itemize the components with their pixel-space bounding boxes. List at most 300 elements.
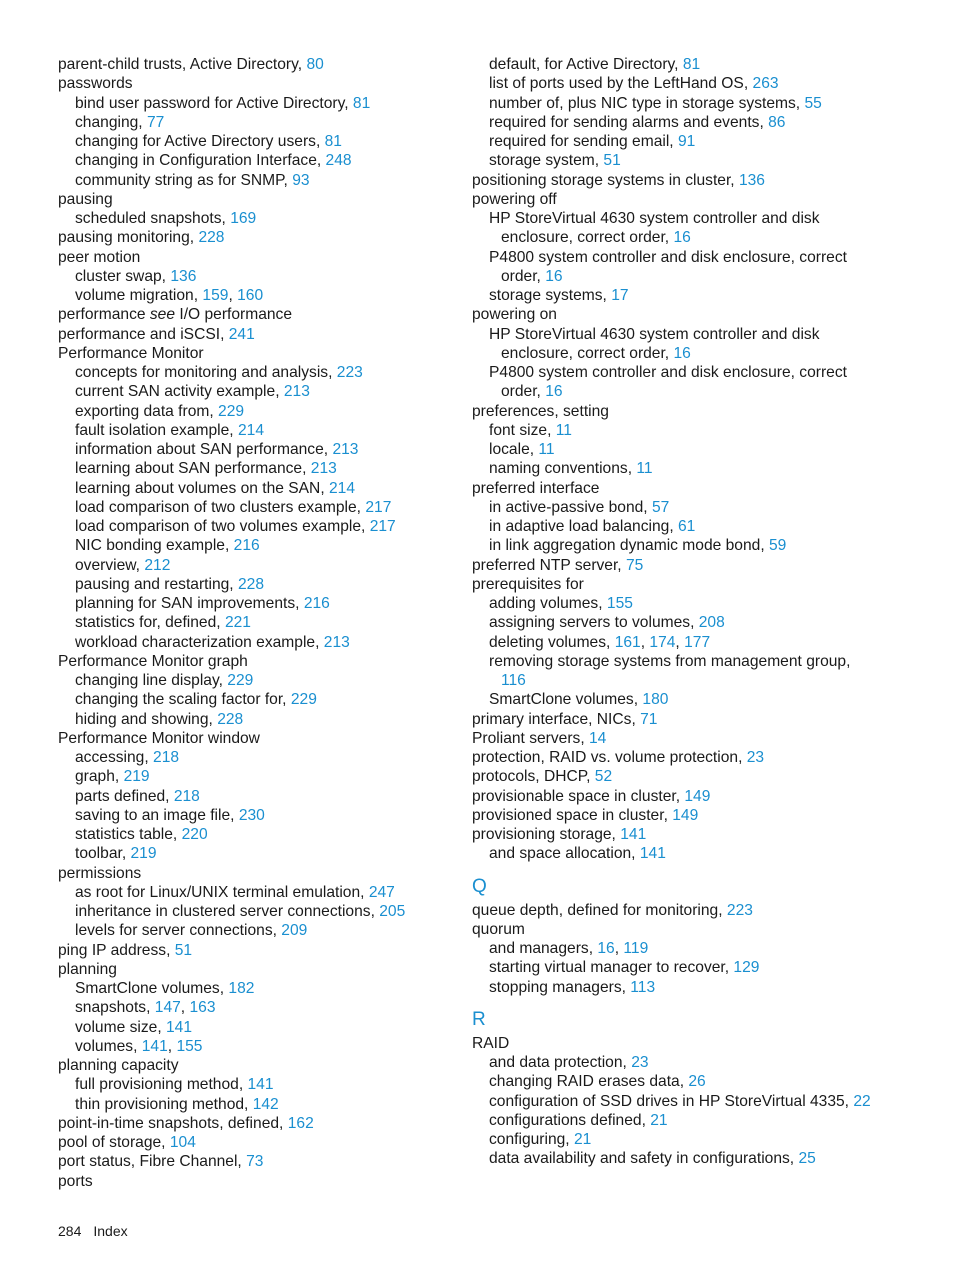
index-subentry xyxy=(58,498,463,517)
page-link[interactable]: 213 xyxy=(283,383,310,401)
index-entry xyxy=(58,55,463,74)
page-link[interactable]: 52 xyxy=(594,768,613,786)
index-entry xyxy=(472,920,872,939)
index-subentry xyxy=(472,498,872,517)
entry-text: pausing monitoring, xyxy=(58,229,199,247)
page-link[interactable]: 217 xyxy=(369,518,396,535)
entry-text: number of, plus NIC type in storage systems, xyxy=(489,94,805,112)
page-link[interactable]: 149 xyxy=(672,806,699,824)
entry-text: full provisioning method, xyxy=(75,1076,248,1094)
index-subentry xyxy=(58,151,463,170)
index-entry xyxy=(58,960,463,979)
index-subentry xyxy=(58,979,463,998)
index-entry xyxy=(58,941,463,960)
index-subentry xyxy=(472,55,872,74)
index-entry xyxy=(58,228,463,247)
index-subentry xyxy=(472,536,872,555)
index-subentry xyxy=(58,440,463,459)
page-link[interactable]: 161 xyxy=(614,633,641,651)
page-link[interactable]: 228 xyxy=(237,575,265,593)
page-link[interactable]: 23 xyxy=(746,749,765,766)
page-link[interactable]: 22 xyxy=(853,1092,871,1110)
entry-text: pool of storage, xyxy=(58,1134,170,1151)
entry-text: thin provisioning method, xyxy=(75,1095,253,1113)
page-link[interactable]: 80 xyxy=(306,56,324,73)
index-entry xyxy=(472,767,872,786)
page-link[interactable]: 16 xyxy=(597,940,615,957)
entry-text: powering off xyxy=(472,190,557,208)
index-subentry xyxy=(58,421,463,440)
index-subentry xyxy=(472,613,872,632)
entry-text: NIC bonding example, xyxy=(75,537,234,555)
entry-text: performance see I/O performance xyxy=(58,306,293,324)
index-subentry xyxy=(472,440,872,459)
index-entry xyxy=(472,1034,872,1053)
entry-text: Performance Monitor graph xyxy=(58,652,248,670)
entry-text: hiding and showing, xyxy=(75,710,218,728)
entry-text: snapshots, xyxy=(75,999,155,1017)
index-entry xyxy=(472,479,872,498)
index-subentry xyxy=(472,1130,872,1149)
entry-text: levels for server connections, xyxy=(75,922,282,940)
entry-text: planning capacity xyxy=(58,1057,179,1074)
index-subentry xyxy=(472,421,872,440)
footer-section-title: Index xyxy=(93,1223,128,1239)
page-link[interactable]: 11 xyxy=(555,421,572,439)
index-entry xyxy=(58,1056,463,1075)
page-link[interactable]: 229 xyxy=(227,672,254,689)
entry-text: volume migration, xyxy=(75,287,203,304)
index-column-left xyxy=(58,55,463,1191)
entry-text: learning about volumes on the SAN, xyxy=(75,479,329,497)
entry-text: planning for SAN improvements, xyxy=(75,595,304,612)
index-subentry xyxy=(58,671,463,690)
entry-text: changing line display, xyxy=(75,672,228,689)
index-subentry xyxy=(472,248,872,287)
entry-text: changing in Configuration Interface, xyxy=(75,152,326,170)
entry-text: inheritance in clustered server connections, xyxy=(75,903,380,920)
page-link[interactable]: 14 xyxy=(589,729,607,747)
page-link[interactable]: 136 xyxy=(170,267,197,285)
index-subentry xyxy=(58,613,463,632)
page-link[interactable]: 180 xyxy=(642,691,669,709)
entry-text: volume size, xyxy=(75,1018,166,1036)
entry-text: passwords xyxy=(58,75,133,93)
entry-text: parent-child trusts, Active Directory, xyxy=(58,56,307,73)
page-link[interactable]: 81 xyxy=(682,56,701,73)
index-entry xyxy=(58,74,463,93)
index-entry xyxy=(472,305,872,324)
page-link[interactable]: 230 xyxy=(238,806,265,824)
entry-text: overview, xyxy=(75,556,145,574)
entry-text: parts defined, xyxy=(75,787,174,805)
index-subentry xyxy=(472,652,872,691)
index-subentry xyxy=(58,132,463,151)
entry-text: pausing xyxy=(58,190,113,208)
page-link[interactable]: 174 xyxy=(649,633,676,651)
entry-text: adding volumes, xyxy=(489,595,607,612)
entry-text: RAID xyxy=(472,1034,510,1052)
entry-text: as root for Linux/UNIX terminal emulation, xyxy=(75,883,369,901)
page-link[interactable]: 11 xyxy=(636,460,653,478)
index-subentry: deleting volumes, 161, 174, 177 xyxy=(489,633,711,651)
page-link[interactable]: 155 xyxy=(606,595,633,612)
entry-text: required for sending email, xyxy=(489,133,678,150)
entry-text: concepts for monitoring and analysis, xyxy=(75,364,337,381)
index-subentry xyxy=(58,633,463,652)
page-link[interactable]: 163 xyxy=(189,999,216,1017)
index-entry xyxy=(58,1172,463,1191)
page-link[interactable]: 11 xyxy=(538,441,555,458)
entry-text: configuration of SSD drives in HP StoreVirtual 4335, xyxy=(489,1092,854,1110)
entry-text: provisionable space in cluster, xyxy=(472,787,685,805)
page-link[interactable]: 75 xyxy=(625,556,644,574)
index-subentry: volume migration, 159, 160 xyxy=(75,287,264,304)
index-subentry xyxy=(472,978,872,997)
entry-text: locale, xyxy=(489,441,539,458)
entry-text: powering on xyxy=(472,306,557,324)
page-link[interactable]: 213 xyxy=(323,633,350,651)
entry-text: data availability and safety in configurations, xyxy=(489,1150,799,1168)
page-link[interactable]: 73 xyxy=(246,1153,264,1171)
page-link[interactable]: 241 xyxy=(228,325,255,343)
index-entry xyxy=(472,787,872,806)
entry-text: changing the scaling factor for, xyxy=(75,691,291,709)
index-entry xyxy=(472,190,872,209)
entry-text: preferred NTP server, xyxy=(472,556,626,574)
index-subentry xyxy=(472,325,872,364)
entry-text: saving to an image file, xyxy=(75,806,239,824)
entry-text: in active-passive bond, xyxy=(489,498,652,516)
index-subentry xyxy=(58,267,463,286)
entry-text: scheduled snapshots, xyxy=(75,210,231,227)
index-subentry xyxy=(58,1075,463,1094)
index-subentry xyxy=(472,74,872,93)
entry-text: list of ports used by the LeftHand OS, xyxy=(489,75,753,93)
page-link[interactable]: 149 xyxy=(684,787,711,805)
index-subentry xyxy=(472,94,872,113)
page-link[interactable]: 21 xyxy=(650,1111,668,1129)
entry-text: permissions xyxy=(58,864,142,882)
index-subentry xyxy=(58,94,463,113)
page-link[interactable]: 116 xyxy=(501,672,526,689)
page-link[interactable]: 229 xyxy=(290,691,317,709)
entry-text: preferred interface xyxy=(472,479,600,497)
page-link[interactable]: 61 xyxy=(678,518,696,535)
index-subentry xyxy=(58,690,463,709)
index-subentry xyxy=(472,132,872,151)
index-entry xyxy=(58,1133,463,1152)
page-link[interactable]: 141 xyxy=(620,826,647,843)
index-subentry xyxy=(58,594,463,613)
page-link[interactable]: 142 xyxy=(252,1095,279,1113)
index-subentry xyxy=(58,575,463,594)
page-link[interactable]: 16 xyxy=(673,229,691,247)
page-footer xyxy=(58,1223,128,1239)
index-subentry xyxy=(472,517,872,536)
entry-text: port status, Fibre Channel, xyxy=(58,1153,247,1171)
index-subentry xyxy=(58,1018,463,1037)
page-link[interactable]: 169 xyxy=(230,210,257,227)
entry-text: accessing, xyxy=(75,749,154,766)
entry-text: protocols, DHCP, xyxy=(472,768,595,786)
entry-text: workload characterization example, xyxy=(75,633,324,651)
entry-text: exporting data from, xyxy=(75,402,219,420)
page-link[interactable]: 147 xyxy=(154,999,181,1017)
index-entry xyxy=(58,1152,463,1171)
page-link[interactable]: 160 xyxy=(237,287,264,304)
page-link[interactable]: 25 xyxy=(798,1150,816,1168)
index-subentry xyxy=(472,690,872,709)
index-subentry xyxy=(58,209,463,228)
entry-text: in link aggregation dynamic mode bond, xyxy=(489,537,769,555)
entry-text: required for sending alarms and events, xyxy=(489,113,769,131)
index-subentry xyxy=(58,382,463,401)
page-link[interactable]: 223 xyxy=(726,901,753,919)
page-link[interactable]: 217 xyxy=(365,498,392,516)
index-subentry xyxy=(58,517,463,536)
entry-text: community string as for SNMP, xyxy=(75,171,293,189)
page-link[interactable]: 162 xyxy=(287,1114,314,1132)
entry-text: deleting volumes, xyxy=(489,633,615,651)
entry-text: P4800 system controller and disk enclosure, correct order, xyxy=(489,364,847,401)
index-entry xyxy=(472,575,872,594)
page-link[interactable]: 17 xyxy=(611,287,629,304)
index-subentry xyxy=(58,710,463,729)
index-entry xyxy=(58,1114,463,1133)
index-subentry xyxy=(58,844,463,863)
page-link[interactable]: 51 xyxy=(174,941,193,959)
index-subentry xyxy=(58,479,463,498)
index-subentry xyxy=(472,286,872,305)
page-link[interactable]: 208 xyxy=(698,614,725,632)
entry-text: fault isolation example, xyxy=(75,421,238,439)
page-link[interactable]: 219 xyxy=(130,845,157,863)
entry-text: planning xyxy=(58,960,117,978)
page-link[interactable]: 216 xyxy=(303,595,330,612)
index-subentry xyxy=(472,594,872,613)
index-subentry xyxy=(472,1092,872,1111)
page-link[interactable]: 16 xyxy=(545,267,563,285)
page-link[interactable]: 59 xyxy=(769,537,787,555)
page-link[interactable]: 229 xyxy=(218,402,245,420)
index-entry xyxy=(472,556,872,575)
page-link[interactable]: 26 xyxy=(688,1073,706,1091)
page-link[interactable]: 213 xyxy=(332,441,359,458)
index-subentry xyxy=(472,459,872,478)
index-subentry xyxy=(58,402,463,421)
entry-text: prerequisites for xyxy=(472,575,584,593)
page-link[interactable]: 86 xyxy=(768,113,786,131)
entry-text: storage system, xyxy=(489,152,604,170)
page-link[interactable]: 159 xyxy=(202,287,229,304)
page-link[interactable]: 177 xyxy=(684,633,711,651)
index-entry xyxy=(472,402,872,421)
page-link[interactable]: 209 xyxy=(281,922,308,940)
entry-text: removing storage systems from management group, xyxy=(489,652,851,670)
index-subentry xyxy=(58,459,463,478)
entry-text: quorum xyxy=(472,920,525,938)
entry-text: Proliant servers, xyxy=(472,729,589,747)
index-subentry: snapshots, 147, 163 xyxy=(75,999,216,1017)
index-subentry xyxy=(58,363,463,382)
index-subentry xyxy=(472,1111,872,1130)
index-entry xyxy=(472,825,872,844)
entry-text: bind user password for Active Directory, xyxy=(75,94,353,112)
index-subentry xyxy=(58,825,463,844)
page-link[interactable]: 205 xyxy=(379,903,406,920)
index-entry xyxy=(58,325,463,344)
entry-text: P4800 system controller and disk enclosure, correct order, xyxy=(489,248,847,285)
index-entry xyxy=(58,190,463,209)
index-section-letter: Q xyxy=(472,875,487,897)
index-subentry xyxy=(58,767,463,786)
page-link[interactable]: 113 xyxy=(630,978,656,996)
page-link[interactable]: 221 xyxy=(224,614,251,632)
page-link[interactable]: 218 xyxy=(153,749,180,766)
page-link[interactable]: 81 xyxy=(352,94,371,112)
entry-text: storage systems, xyxy=(489,287,612,304)
page-link[interactable]: 223 xyxy=(336,364,363,381)
page-link[interactable]: 213 xyxy=(310,460,337,478)
page-link[interactable]: 51 xyxy=(603,152,621,170)
entry-text: default, for Active Directory, xyxy=(489,56,683,73)
page-link[interactable]: 93 xyxy=(292,171,310,189)
index-entry xyxy=(58,864,463,883)
page-link[interactable]: 141 xyxy=(166,1018,193,1036)
index-subentry: volumes, 141, 155 xyxy=(75,1037,203,1055)
index-subentry: and managers, 16, 119 xyxy=(489,940,649,957)
page-link[interactable]: 155 xyxy=(176,1037,203,1055)
page-link[interactable]: 218 xyxy=(173,787,200,805)
page-link[interactable]: 219 xyxy=(123,768,150,786)
index-entry xyxy=(58,652,463,671)
entry-text: changing for Active Directory users, xyxy=(75,133,325,150)
entry-text: statistics for, defined, xyxy=(75,614,225,632)
entry-text: cluster swap, xyxy=(75,267,171,285)
page-link[interactable]: 216 xyxy=(233,537,260,555)
entry-text: changing RAID erases data, xyxy=(489,1073,689,1091)
page-link[interactable]: 91 xyxy=(677,133,696,150)
page-link[interactable]: 182 xyxy=(228,980,255,997)
page-link[interactable]: 81 xyxy=(324,133,342,150)
index-entry xyxy=(472,748,872,767)
entry-text: peer motion xyxy=(58,248,141,266)
page-link[interactable]: 16 xyxy=(545,383,563,401)
page-link[interactable]: 23 xyxy=(631,1054,649,1071)
index-subentry xyxy=(472,1053,872,1072)
entry-text: assigning servers to volumes, xyxy=(489,614,699,632)
page-link[interactable]: 77 xyxy=(146,113,165,131)
index-subentry xyxy=(472,1072,872,1091)
page-link[interactable]: 220 xyxy=(181,826,208,843)
page-link[interactable]: 16 xyxy=(673,344,691,362)
index-subentry xyxy=(58,806,463,825)
entry-text: positioning storage systems in cluster, xyxy=(472,171,739,189)
entry-text: changing, xyxy=(75,113,147,131)
entry-text: performance and iSCSI, xyxy=(58,325,229,343)
entry-text: toolbar, xyxy=(75,845,131,863)
entry-text: load comparison of two volumes example, xyxy=(75,518,370,535)
index-subentry xyxy=(58,883,463,902)
index-subentry xyxy=(472,209,872,248)
page-link[interactable]: 247 xyxy=(368,883,395,901)
page-number: 284 xyxy=(58,1223,82,1239)
page-link[interactable]: 141 xyxy=(247,1076,274,1094)
entry-text: learning about SAN performance, xyxy=(75,460,311,478)
entry-text: SmartClone volumes, xyxy=(75,980,229,997)
entry-text: provisioned space in cluster, xyxy=(472,806,673,824)
page-link[interactable]: 214 xyxy=(237,421,264,439)
page-link[interactable]: 55 xyxy=(804,94,822,112)
index-entry xyxy=(472,171,872,190)
page-link[interactable]: 212 xyxy=(144,556,171,574)
index-subentry xyxy=(472,844,872,863)
index-entry xyxy=(472,729,872,748)
entry-text: and space allocation, xyxy=(489,845,640,863)
index-entry xyxy=(58,305,463,324)
page-link[interactable]: 119 xyxy=(623,940,649,957)
index-entry xyxy=(472,806,872,825)
index-subentry xyxy=(58,171,463,190)
entry-text: HP StoreVirtual 4630 system controller and disk enclosure, correct order, xyxy=(489,325,820,362)
index-subentry xyxy=(472,958,872,977)
page-link[interactable]: 228 xyxy=(198,229,225,247)
entry-text: provisioning storage, xyxy=(472,826,621,843)
index-column-right xyxy=(472,55,872,1169)
index-entry xyxy=(472,710,872,729)
index-subentry xyxy=(472,363,872,402)
entry-text: stopping managers, xyxy=(489,978,631,996)
entry-text: ping IP address, xyxy=(58,941,175,959)
entry-text: starting virtual manager to recover, xyxy=(489,959,734,977)
page-link[interactable]: 263 xyxy=(752,75,779,93)
page-link[interactable]: 57 xyxy=(651,498,670,516)
page-link[interactable]: 71 xyxy=(640,710,658,728)
entry-text: point-in-time snapshots, defined, xyxy=(58,1114,288,1132)
entry-text: volumes, xyxy=(75,1037,142,1055)
entry-text: SmartClone volumes, xyxy=(489,691,643,709)
index-subentry xyxy=(58,748,463,767)
page-link[interactable]: 248 xyxy=(325,152,352,170)
index-subentry xyxy=(58,1095,463,1114)
index-subentry xyxy=(58,902,463,921)
index-subentry xyxy=(472,1149,872,1168)
index-subentry xyxy=(58,921,463,940)
page-link[interactable]: 141 xyxy=(141,1037,168,1055)
page-link[interactable]: 228 xyxy=(217,710,244,728)
entry-text: configurations defined, xyxy=(489,1111,651,1129)
index-entry xyxy=(58,344,463,363)
index-entry xyxy=(58,729,463,748)
entry-text: load comparison of two clusters example, xyxy=(75,498,366,516)
entry-text: pausing and restarting, xyxy=(75,575,238,593)
page-link[interactable]: 136 xyxy=(738,171,765,189)
entry-text: and data protection, xyxy=(489,1054,632,1071)
page-link[interactable]: 214 xyxy=(329,479,356,497)
entry-text: queue depth, defined for monitoring, xyxy=(472,901,727,919)
entry-text: Performance Monitor window xyxy=(58,729,260,747)
entry-text: and managers, xyxy=(489,940,598,957)
entry-text: primary interface, NICs, xyxy=(472,710,641,728)
page-link[interactable]: 21 xyxy=(573,1131,592,1148)
page-link[interactable]: 141 xyxy=(639,845,666,863)
entry-text: preferences, setting xyxy=(472,402,609,420)
page-link[interactable]: 104 xyxy=(169,1134,196,1151)
page-link[interactable]: 129 xyxy=(733,959,760,977)
index-subentry xyxy=(472,151,872,170)
entry-text: statistics table, xyxy=(75,826,182,843)
